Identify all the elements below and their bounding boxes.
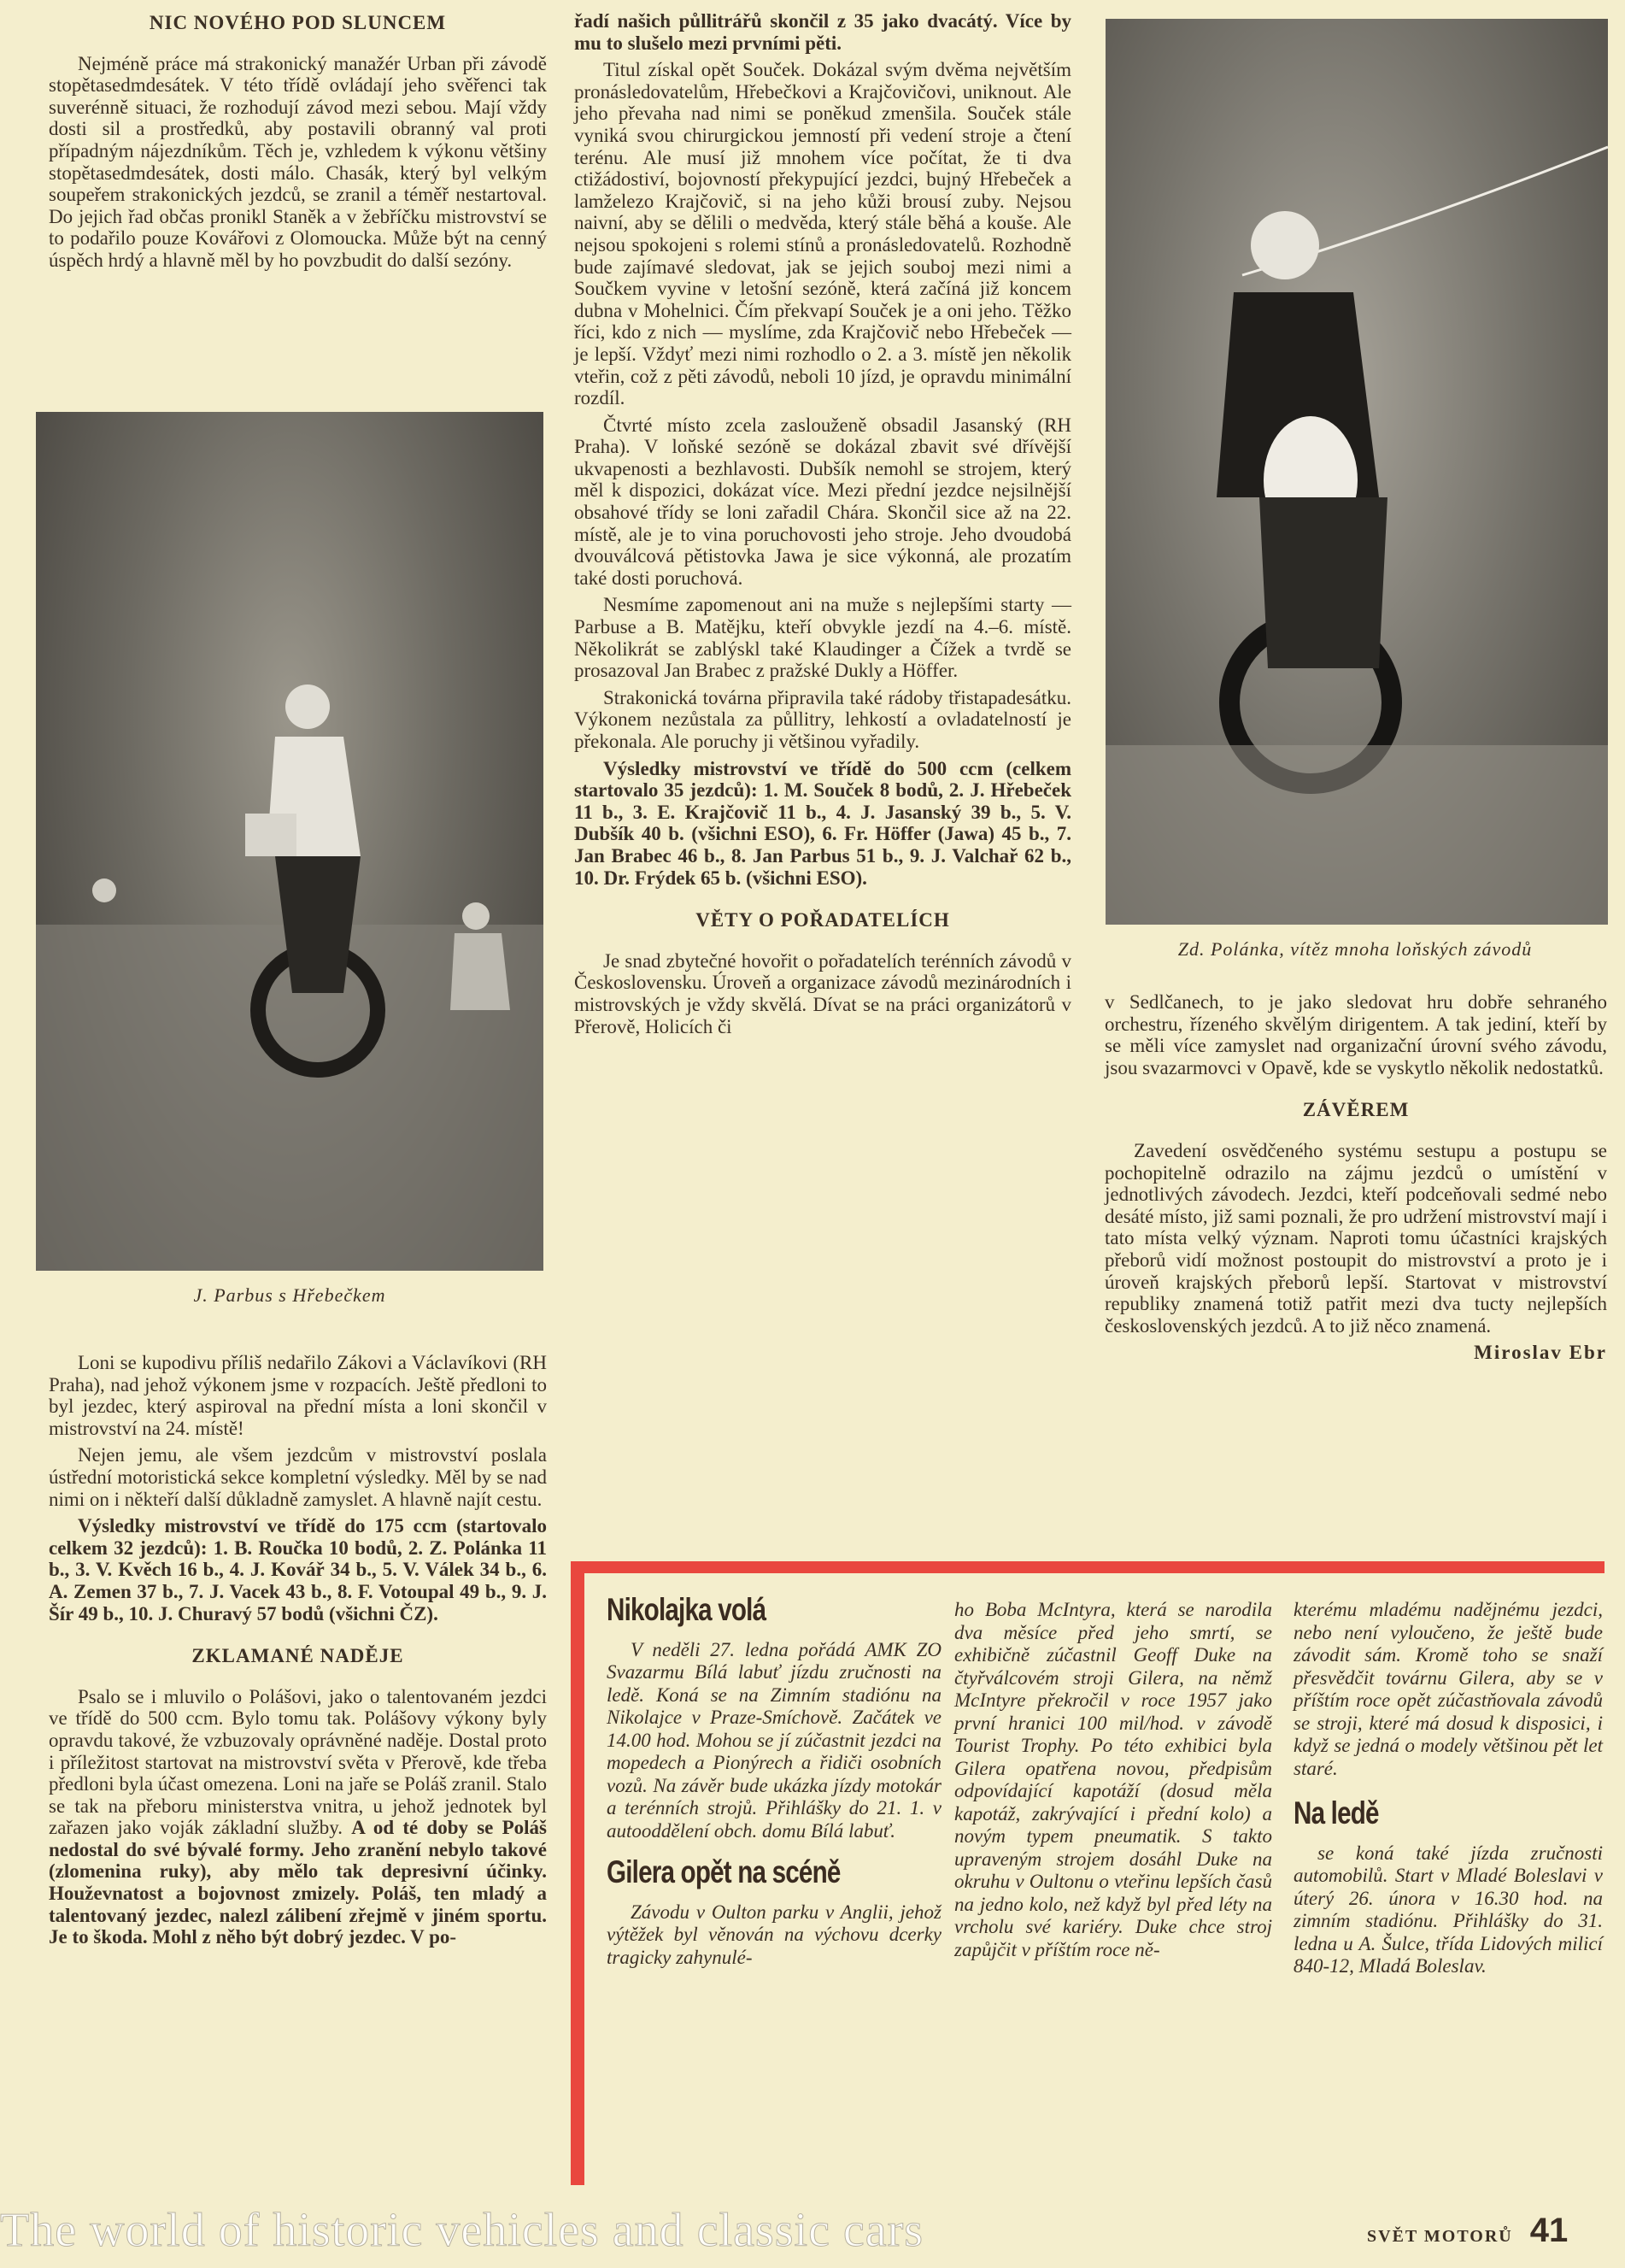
paragraph: Nejméně práce má strakonický manažér Urban při závodě stopětasedmdesátek. V této třídě ovládají jeho svěřenci tak suverénně situaci, že rozhodují závod mezi sebou. Mají vždy dosti sil a prostředků, aby postavili obranný val proti případným nájezdníkům. Těch je, vzhledem k výkonu většiny stopětasedmdesátek, dosti málo. Chasák, který byl velkým soupeřem strakonických jezdců, se zranil a téměř nestartoval. Do jejich řad občas pronikl Staněk a v žebříčku mistrovství se to podařilo pouze Kovářovi z Olomoucka. Může být na cenný úspěch hrdý a hlavně měl by ho povzbudit do další sezóny. <box>49 52 547 271</box>
author-signature: Miroslav Ebr <box>1474 1342 1607 1364</box>
paragraph: Loni se kupodivu příliš nedařilo Zákovi a Václavíkovi (RH Praha), nad jehož výkonem jsme v rozpacích. Ještě předloni to byl jezdec, který aspiroval na přední místa a loni skončil v mistrovství na 24. místě! <box>49 1352 547 1439</box>
box-border-left <box>571 1570 584 2185</box>
paragraph-continued: ho Boba McIntyra, která se narodila dva měsíce před jeho smrtí, se exhibičně zúčastnil Geoff Duke na čtyřválcovém stroji Gilera, na němž McIntyre překročil v roce 1957 jako první hranici 100 mil/hod. v závodě Tourist Trophy. Po této exhibici byla Gilera opatřena novou, předpisům odpovídající kapotáží (dosud měla kapotáž, zakrývající i přední kolo) a novým typem pneumatik. S takto upraveným strojem dosáhl Duke na okruhu v Oultonu o vteřinu lepších časů na jedno kolo, než když byl před léty na vrcholu své kariéry. Duke chce stroj zapůjčit v příštím roce ně- <box>954 1599 1272 1960</box>
page-number: 41 <box>1529 2212 1569 2249</box>
box-column-2 <box>954 1599 1272 1961</box>
nikolajka-heading: Nikolajka volá <box>607 1592 766 1627</box>
photo-polanka <box>1106 19 1608 925</box>
paragraph: V neděli 27. ledna pořádá AMK ZO Svazarmu Bílá labuť jízdu zručnosti na ledě. Koná se na Zimním stadiónu na Nikolajce v Praze-Smíchově. Začátek ve 14.00 hod. Mohou se jí zúčastnit jezdci na mopedech a Pionýrech a řidiči osobních vozů. Na závěr bude ukázka jízdy motokár a terénních strojů. Přihlášky do 21. 1. v autooddělení obch. domu Bílá labuť. <box>607 1638 942 1842</box>
column-3 <box>1105 991 1607 1364</box>
paragraph-continued: v Sedlčanech, to je jako sledovat hru dobře sehraného orchestru, řízeného skvělým dirigentem. A tak jediní, kteří by se měli více zamyslet nad organizační úrovní svého závodu, jsou svazarmovci v Opavě, kde se vyskytlo několik nedostatků. <box>1105 991 1607 1078</box>
paragraph: Strakonická továrna připravila také rádoby třistapadesátku. Výkonem nezůstala za půllitry, lehkostí a ovladatelností je překonala. Ale poruchy ji většinou vyřadily. <box>574 686 1071 752</box>
motorcycle-rider-image <box>36 412 543 1271</box>
photo-caption: Zd. Polánka, vítěz mnoha loňských závodů <box>1177 938 1533 960</box>
paragraph: Nejen jemu, ale všem jezdcům v mistrovství poslala ústřední motoristická sekce kompletní výsledky. Měl by se nad nimi on i někteří další důkladně zamyslet. A hlavně najít cestu. <box>49 1444 547 1510</box>
news-box <box>571 1561 1604 2211</box>
paragraph: Titul získal opět Souček. Dokázal svým dvěma největším pronásledovatelům, Hřebečkovi a Krajčovičovi, uniknout. Ale jeho převaha nad nimi se poněkud zmenšila. Souček stále vyniká svou chirurgickou jemností při vedení stroje a čtení terénu. Ale musí již mnohem více počítat, že ti dva ctižádostiví, bojovností překypující jezdci, bujný Hřebeček a lamželezo Krajčovič, si na jeho kůži brousí zuby. Nejsou naivní, aby se dělili o medvěda, který stále běhá a kouše. Ale nejsou spokojeni s rolemi stínů a pronásledovatelů. Rozhodně bude zajímavé sledovat, jak se jejich souboj mezi nimi a Součkem vyvine v letošní sezóně, která začíná již koncem dubna v Mohelnici. Čím překvapí Souček je a oni jeho. Těžko říci, kdo z nich — myslíme, zda Krajčovič nebo Hřebeček — je lepší. Vždyť mezi nimi rozhodlo o 2. a 3. místě jen několik vteřin, což z pěti závodů, neboli 10 jízd, je opravdu minimální rozdíl. <box>574 59 1071 409</box>
paragraph-continued: řadí našich půllitrářů skončil z 35 jako dvacátý. Více by mu to slušelo mezi prvními pěti. <box>574 10 1071 54</box>
paragraph: se koná také jízda zručnosti automobilů. Start v Mladé Boleslavi v úterý 26. února v 16.30 hod. na zimním stadiónu. Přihlášky do 31. ledna u A. Šulce, třída Lidových milicí 840-12, Mladá Boleslav. <box>1294 1842 1603 1977</box>
page-footer <box>1367 2212 1568 2250</box>
paragraph: Nesmíme zapomenout ani na muže s nejlepšími starty — Parbuse a B. Matějku, kteří obvykle jezdí na 4.–6. místě. Několikrát se zablýskl také Klaudinger a Čížek a tvrdě se prosazoval Jan Brabec z pražské Dukly a Höffer. <box>574 594 1071 682</box>
gilera-heading: Gilera opět na scéně <box>607 1854 841 1889</box>
watermark: The world of historic vehicles and classic cars <box>0 2204 924 2257</box>
paragraph: Je snad zbytečné hovořit o pořadatelích terénních závodů v Československu. Úroveň a organizace závodů mezinárodních i mistrovských je vždy skvělá. Dívat se na práci organizátorů v Přerově, Holicích či <box>574 949 1071 1037</box>
section-heading: NIC NOVÉHO POD SLUNCEM <box>149 12 447 33</box>
paragraph-text: Psalo se i mluvilo o Polášovi, jako o talentovaném jezdci ve třídě do 500 ccm. Bylo tomu tak. Polášovy výkony byly opravdu takové, že vzbuzovaly oprávněné naděje. Dostal proto i příležitost startovat na mistrovství světa v Přerově, kde třeba předloni byla účast omezena. Loni na jaře se Poláš zranil. Stalo se tak na přeboru ministerstva vnitra, u jehož jednotek byl zařazen jako voják základní služby. <box>49 1685 547 1839</box>
paragraph-bold-text: A od té doby se Poláš nedostal do své bývalé formy. Jeho zranění nebylo takové (zlomenina ruky), aby mělo tak depresivní účinky. Houževnatost a bojovnost zmizely. Poláš, ten mladý a talentovaný jezdec, nalezl zálibení zřejmě v jiném sportu. Je to škoda. Mohl z něho být dobrý jezdec. V po- <box>49 1817 547 1948</box>
magazine-name: SVĚT MOTORŮ <box>1367 2227 1513 2246</box>
photo-parbus-hrebecek <box>36 412 543 1271</box>
box-column-1 <box>607 1592 942 1969</box>
paragraph: Závodu v Oulton parku v Anglii, jehož výtěžek byl věnován na výchovu dcerky tragicky zahynulé- <box>607 1901 942 1968</box>
paragraph: Čtvrté místo zcela zaslouženě obsadil Jasanský (RH Praha). V loňské sezóně se dokázal zbavit své dřívější ukvapenosti a bezhlavosti. Dubšík nemohl se strojem, který měl k dispozici, dokázat více. Mezi přední jezdce nejsilnější obsahové třídy se loni zařadil Chára. Skončil sice až na 22. místě, ale je to vina poruchovosti jeho stroje. Jeho dvoudobá dvouválcová pětistovka Jawa je sice výkonná, ale prozatím také dosti poruchová. <box>574 414 1071 589</box>
section-heading: ZÁVĚREM <box>1302 1099 1410 1121</box>
box-corner <box>571 1561 591 1582</box>
results-175ccm: Výsledky mistrovství ve třídě do 175 ccm (startovalo celkem 32 jezdců): 1. B. Roučka 10 bodů, 2. Z. Polánka 11 b., 3. V. Kvěch 16 b., 4. J. Kovář 34 b., 5. V. Válek 34 b., 6. A. Zemen 37 b., 7. J. Vacek 43 b., 8. F. Votoupal 49 b., 9. J. Šír 49 b., 10. J. Churavý 57 bodů (všichni ČZ). <box>49 1515 547 1625</box>
photo-caption: J. Parbus s Hřebečkem <box>193 1284 386 1306</box>
paragraph-continued: kterému mladému nadějnému jezdci, nebo není vyloučeno, že ještě bude závodit sám. Kromě toho se snaží přesvědčit továrnu Gilera, aby se v příštím roce opět zúčastňovala závodů se stroji, které má dosud k disposici, i když se jedná o modely většinou pět let staré. <box>1294 1599 1603 1779</box>
box-column-3 <box>1294 1599 1603 1978</box>
section-heading: ZKLAMANÉ NADĚJE <box>191 1645 404 1667</box>
results-500ccm: Výsledky mistrovství ve třídě do 500 ccm (celkem startovalo 35 jezdců): 1. M. Souček 8 bodů, 2. J. Hřebeček 11 b., 3. E. Krajčovič 11 b., 4. J. Jasanský 39 b., 5. V. Dubšík 40 b. (všichni ESO), 6. Fr. Höffer (Jawa) 45 b., 7. Jan Brabec 46 b., 8. Jan Parbus 51 b., 9. J. Valchař 62 b., 10. Dr. Frýdek 65 b. (všichni ESO). <box>574 757 1071 889</box>
column-1-top <box>49 12 547 277</box>
section-heading: VĚTY O POŘADATELÍCH <box>695 909 950 931</box>
na-lede-heading: Na ledě <box>1294 1795 1379 1830</box>
motorcycle-rider-image <box>1106 19 1608 925</box>
column-1-bottom <box>49 1352 547 1954</box>
box-border-top <box>579 1561 1604 1573</box>
paragraph <box>49 1686 547 1948</box>
column-2 <box>574 10 1071 1043</box>
paragraph: Zavedení osvědčeného systému sestupu a postupu se pochopitelně odrazilo na zájmu jezdců o umístění v jednotlivých závodech. Jezdci, kteří podceňovali sedmé nebo desáté místo, již sami poznali, že pro udržení mistrovství mají i tato místa velký význam. Naproti tomu účastníci krajských přeborů vidí možnost postoupit do mistrovství a proto je i úroveň krajských přeborů lepší. Startovat v mistrovství republiky znamená totiž patřit mezi dva tucty nejlepších československých jezdců. A to již něco znamená. <box>1105 1139 1607 1337</box>
